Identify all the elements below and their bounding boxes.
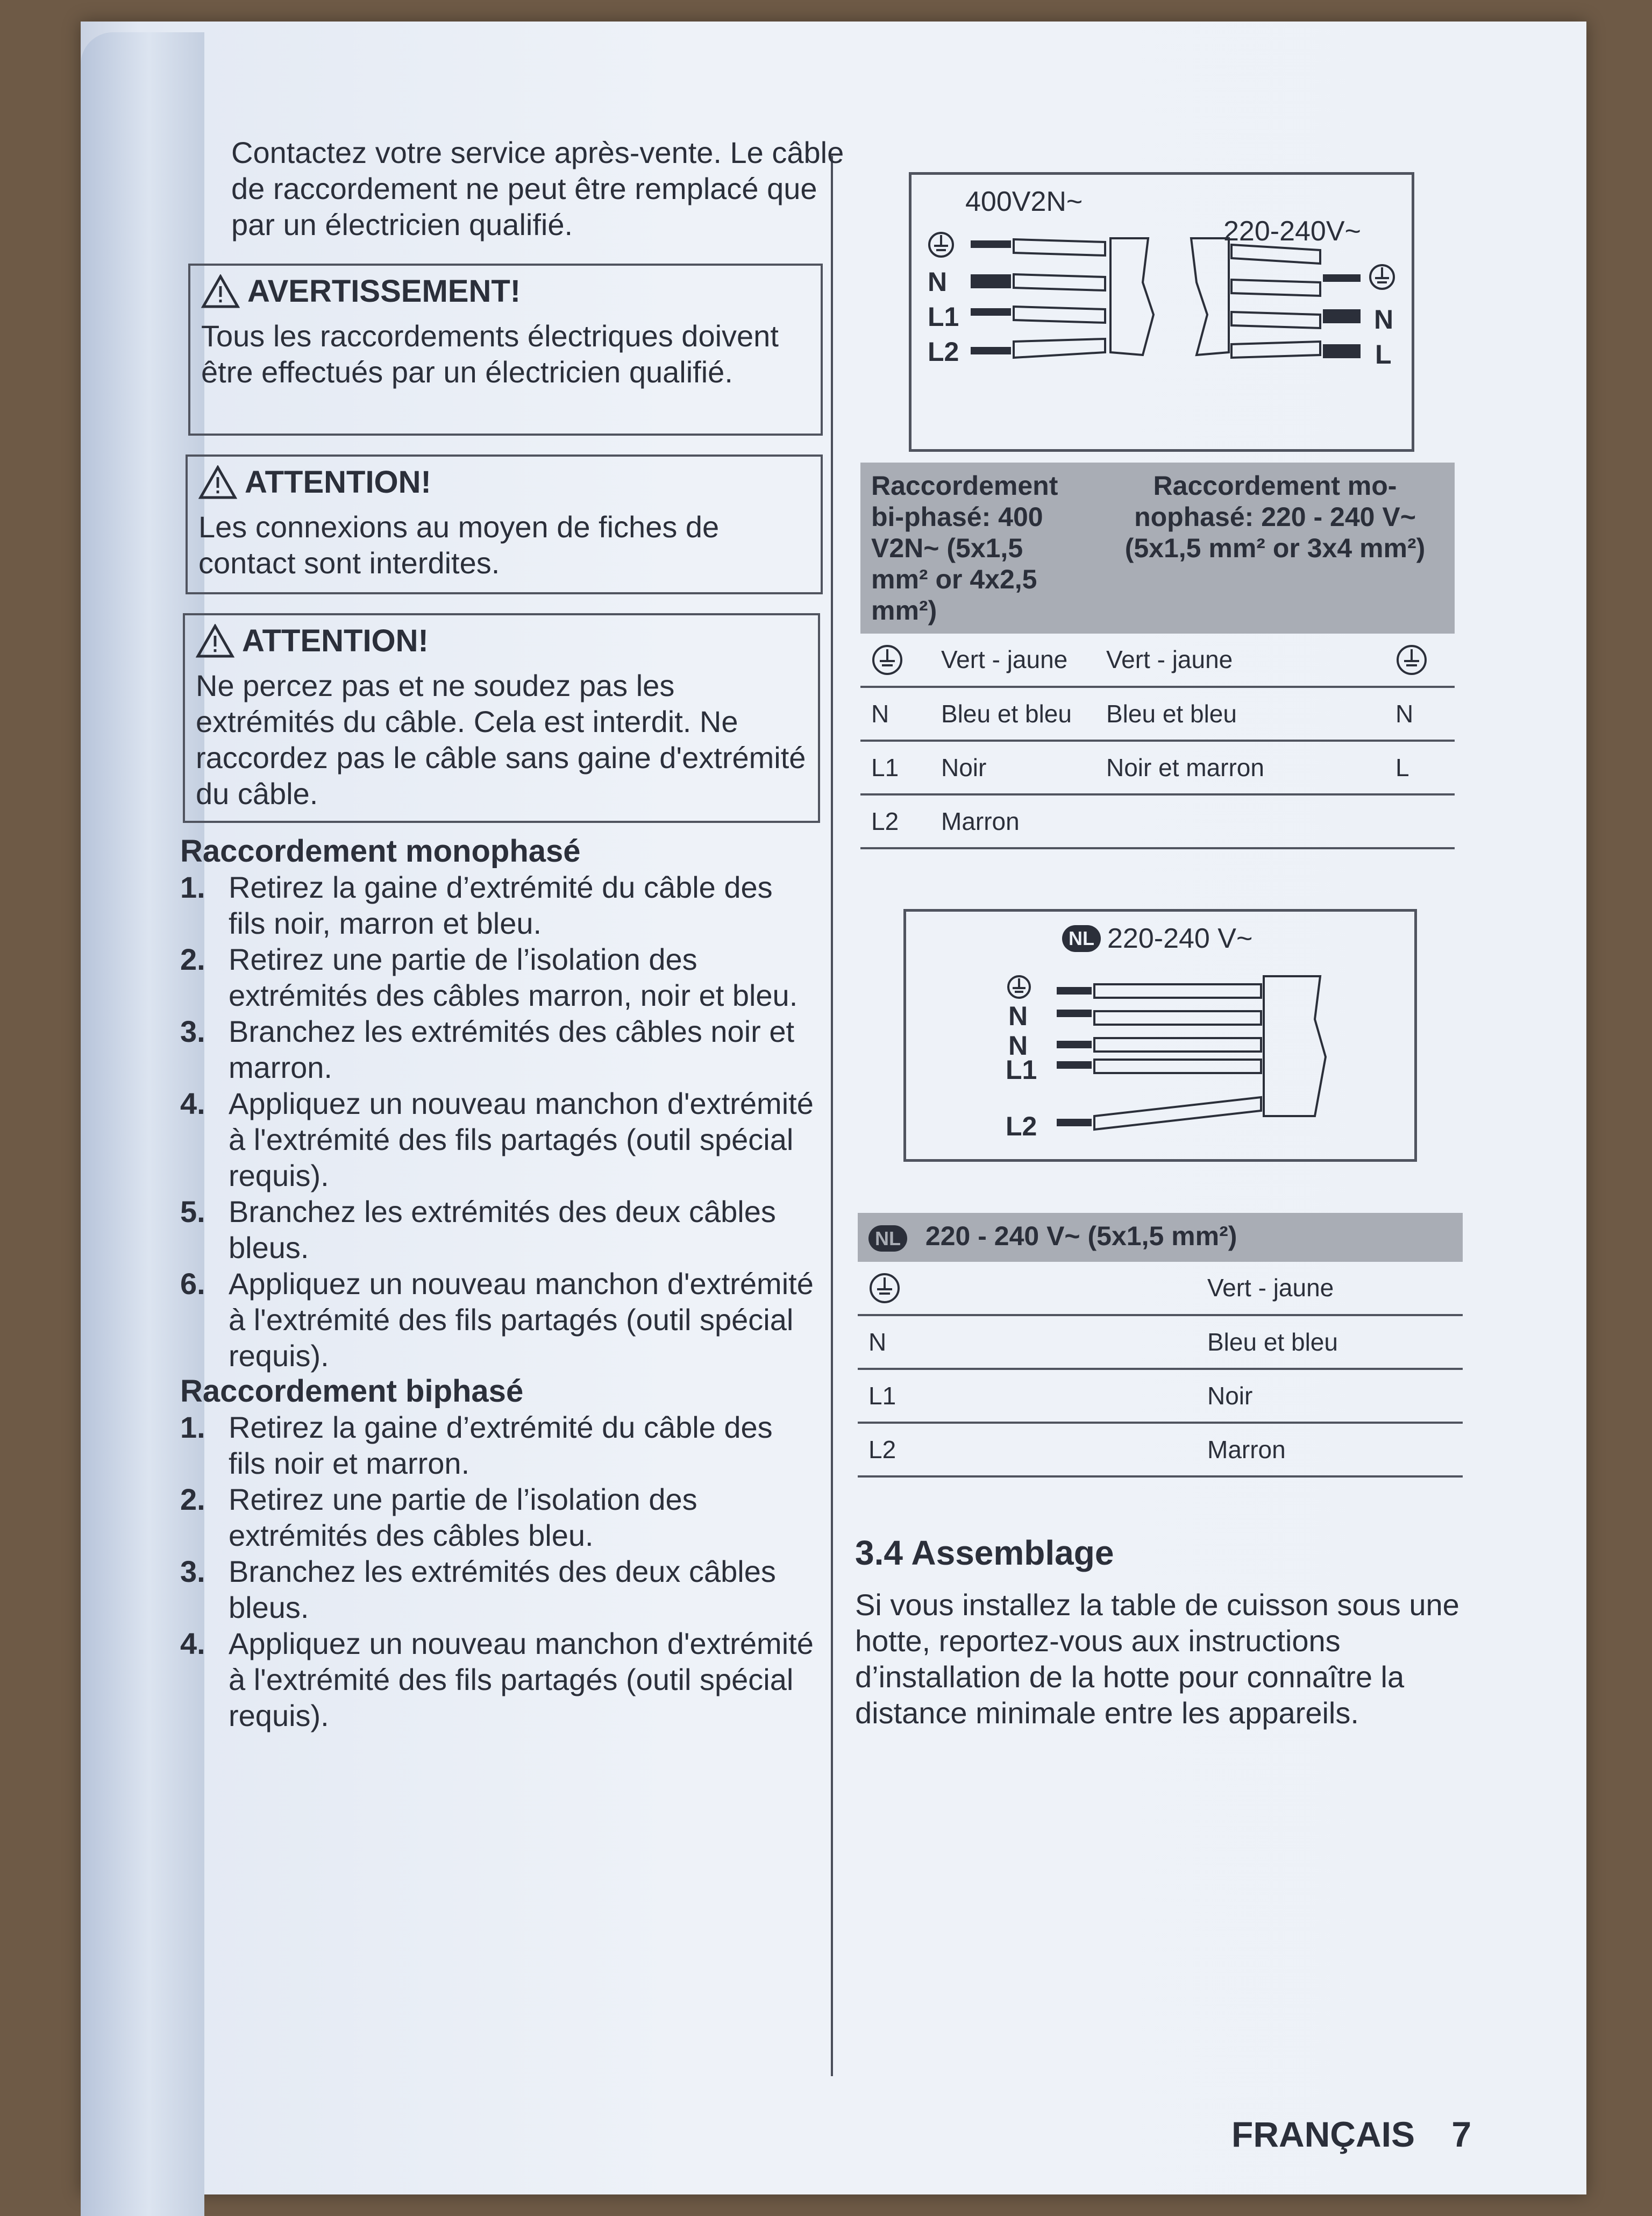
table-cell: Noir et marron xyxy=(1095,741,1385,794)
table-cell: Bleu et bleu xyxy=(1197,1315,1463,1369)
diagram2-terminal-l1: L1 xyxy=(1006,1055,1037,1085)
warning-triangle-icon xyxy=(196,624,234,658)
attention-title-2 xyxy=(196,623,807,659)
diagram1-right-terminal-l: L xyxy=(1375,339,1392,370)
table-header-row xyxy=(858,1213,1463,1262)
diagram1-left-terminal-l1: L1 xyxy=(928,302,959,332)
warning-triangle-icon xyxy=(198,465,237,500)
attention-title-1-text: ATTENTION! xyxy=(245,465,431,500)
list-item: 4. Appliquez un nouveau manchon d'extrémité à l'extrémité des fils partagés (outil spécial requis). xyxy=(180,1627,814,1732)
list-item: 4. Appliquez un nouveau manchon d'extrémité à l'extrémité des fils partagés (outil spécial requis). xyxy=(180,1086,814,1192)
attention-body-2: Ne percez pas et ne soudez pas les extrémités du câble. Cela est interdit. Ne raccordez pas le câble sans gaine d'extrémité du câble. xyxy=(196,669,806,811)
list-item: 3. Branchez les extrémités des deux câbles bleus. xyxy=(180,1554,776,1624)
table-cell: L2 xyxy=(858,1423,1197,1476)
wiring-diagram-2 xyxy=(903,909,1417,1162)
table-header-row xyxy=(860,463,1455,634)
intro-text: Contactez votre service après-vente. Le câble de raccordement ne peut être remplacé que par un électricien qualifié. xyxy=(231,136,844,242)
attention-title-2-text: ATTENTION! xyxy=(242,623,429,658)
table-cell: N xyxy=(860,687,930,741)
table-cell: L1 xyxy=(858,1369,1197,1423)
biphase-steps xyxy=(180,1409,815,1734)
table1-header-right: Raccordement mo-nophasé: 220 - 240 V~ (5x1,5 mm² or 3x4 mm²) xyxy=(1095,463,1455,634)
diagram2-header xyxy=(1062,922,1252,955)
attention-box-2 xyxy=(183,613,820,823)
footer-language: FRANÇAIS xyxy=(1231,2114,1415,2154)
table-cell: Bleu et bleu xyxy=(930,687,1095,741)
ground-icon xyxy=(1395,644,1428,676)
warning-triangle-icon xyxy=(201,274,240,309)
list-item: 1. Retirez la gaine d’extrémité du câble des fils noir et marron. xyxy=(180,1410,773,1480)
attention-box-1 xyxy=(186,454,823,594)
table-row xyxy=(860,634,1455,687)
warning-box xyxy=(188,264,823,436)
diagram2-label: 220-240 V~ xyxy=(1107,923,1253,954)
page-footer xyxy=(1231,2114,1471,2155)
table-cell: Bleu et bleu xyxy=(1095,687,1385,741)
diagram1-left-terminal-l2: L2 xyxy=(928,337,959,367)
biphase-heading: Raccordement biphasé xyxy=(180,1374,524,1409)
table-cell: Vert - jaune xyxy=(930,634,1095,687)
diagram2-terminal-n1: N xyxy=(1008,1001,1028,1031)
table-cell: N xyxy=(858,1315,1197,1369)
nl-badge: NL xyxy=(868,1225,907,1252)
table-cell: Marron xyxy=(930,794,1095,848)
table-cell: L1 xyxy=(860,741,930,794)
warning-title xyxy=(201,273,810,309)
table-cell: L xyxy=(1385,741,1455,794)
diagram2-terminal-n2: N xyxy=(1008,1031,1028,1061)
monophase-steps xyxy=(180,869,815,1374)
monophase-heading: Raccordement monophasé xyxy=(180,834,581,869)
table-cell: Noir xyxy=(930,741,1095,794)
section-body: Si vous installez la table de cuisson sous une hotte, reportez-vous aux instructions d’installation de la hotte pour connaître la distance minimale entre les appareils. xyxy=(855,1588,1459,1730)
section-title: 3.4 Assemblage xyxy=(855,1533,1114,1572)
monophase-section xyxy=(180,834,815,1734)
list-item: 6. Appliquez un nouveau manchon d'extrémité à l'extrémité des fils partagés (outil spécial requis). xyxy=(180,1267,814,1373)
table-row xyxy=(860,741,1455,794)
table1-header-left: Raccordement bi-phasé: 400 V2N~ (5x1,5 mm² or 4x2,5 mm²) xyxy=(860,463,1095,634)
connection-table-1 xyxy=(860,463,1455,849)
diagram1-right-label: 220-240V~ xyxy=(1223,216,1361,247)
table-row xyxy=(858,1369,1463,1423)
table-row xyxy=(860,794,1455,848)
list-item: 2. Retirez une partie de l’isolation des extrémités des câbles marron, noir et bleu. xyxy=(180,942,798,1012)
list-item: 3. Branchez les extrémités des câbles noir et marron. xyxy=(180,1014,795,1084)
ground-icon xyxy=(868,1272,901,1304)
table2-header-text: 220 - 240 V~ (5x1,5 mm²) xyxy=(925,1221,1237,1251)
table-cell: N xyxy=(1385,687,1455,741)
table-cell xyxy=(1095,794,1385,848)
diagram2-terminal-l2: L2 xyxy=(1006,1111,1037,1141)
page-number: 7 xyxy=(1451,2114,1472,2154)
ground-icon xyxy=(871,644,903,676)
list-item: 1. Retirez la gaine d’extrémité du câble des fils noir, marron et bleu. xyxy=(180,870,773,940)
diagram1-right-terminal-n: N xyxy=(1374,304,1394,335)
attention-body-1: Les connexions au moyen de fiches de contact sont interdites. xyxy=(198,510,720,580)
diagram1-left-label: 400V2N~ xyxy=(965,186,1083,217)
table-cell: Marron xyxy=(1197,1423,1463,1476)
attention-title-1 xyxy=(198,464,810,500)
warning-title-text: AVERTISSEMENT! xyxy=(247,274,521,309)
table-cell: Vert - jaune xyxy=(1197,1262,1463,1315)
table-row xyxy=(860,687,1455,741)
table-cell xyxy=(1385,794,1455,848)
connection-table-2 xyxy=(858,1213,1463,1478)
diagram1-left-terminal-n: N xyxy=(928,267,948,297)
list-item: 2. Retirez une partie de l’isolation des extrémités des câbles bleu. xyxy=(180,1482,697,1552)
table-row xyxy=(858,1315,1463,1369)
nl-badge: NL xyxy=(1062,925,1101,952)
warning-body: Tous les raccordements électriques doivent être effectués par un électricien qualifié. xyxy=(201,319,779,389)
table-cell: Noir xyxy=(1197,1369,1463,1423)
list-item: 5. Branchez les extrémités des deux câbles bleus. xyxy=(180,1195,776,1265)
table-cell: L2 xyxy=(860,794,930,848)
column-divider xyxy=(831,156,833,2076)
table-row xyxy=(858,1262,1463,1315)
table-cell: Vert - jaune xyxy=(1095,634,1385,687)
table-row xyxy=(858,1423,1463,1476)
wiring-diagram-1 xyxy=(909,172,1414,452)
table2-header xyxy=(858,1213,1463,1262)
